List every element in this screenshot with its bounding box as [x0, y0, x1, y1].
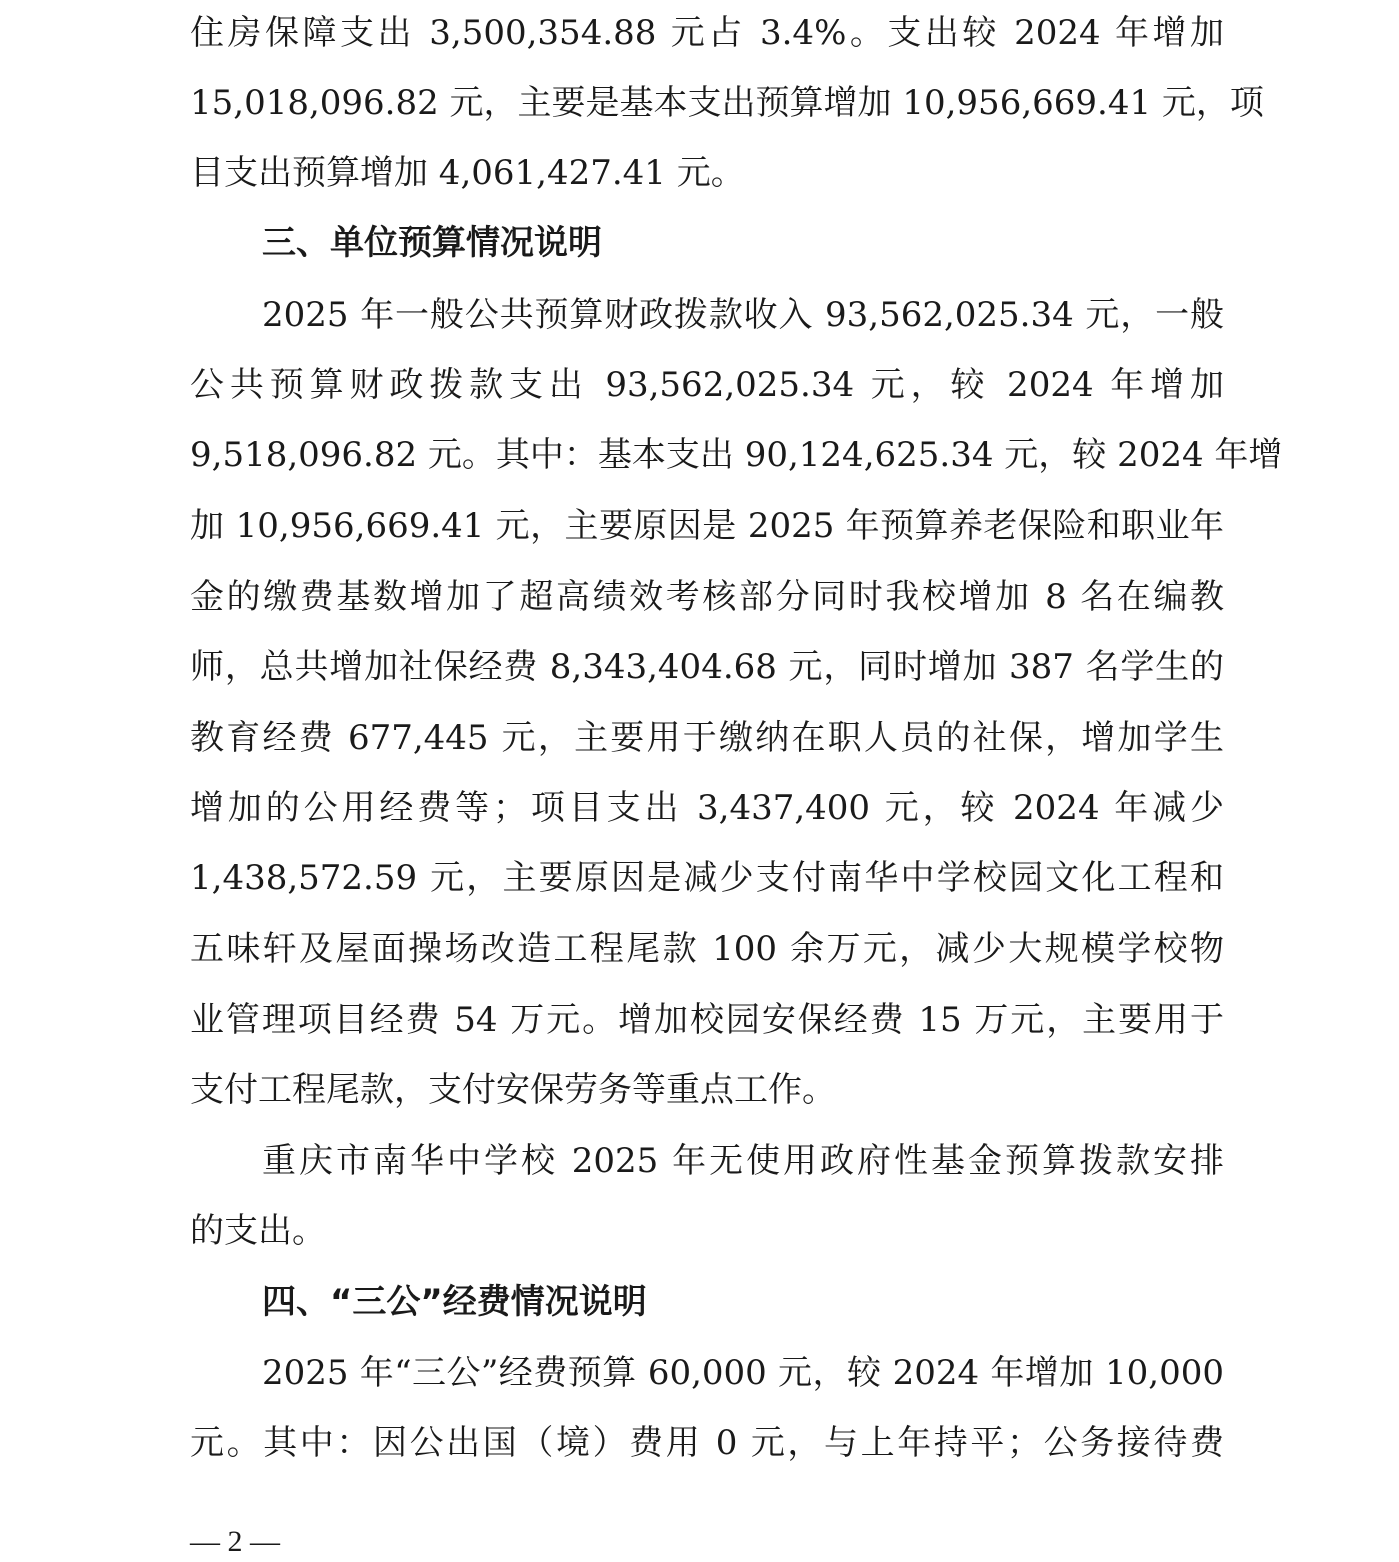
text-line: 的支出。 — [190, 1211, 326, 1251]
text-line: 9,518,096.82 元。其中：基本支出 90,124,625.34 元，较 2024 年增 — [190, 435, 1283, 475]
page-number: — 2 — — [190, 1525, 280, 1558]
text-line: 住房保障支出 3,500,354.88 元占 3.4%。支出较 2024 年增加 — [190, 13, 1224, 53]
text-line: 支付工程尾款，支付安保劳务等重点工作。 — [190, 1070, 836, 1110]
text-line: 公共预算财政拨款支出 93,562,025.34 元，较 2024 年增加 — [190, 365, 1224, 405]
text-line: 教育经费 677,445 元，主要用于缴纳在职人员的社保，增加学生 — [190, 718, 1224, 758]
text-line: 师，总共增加社保经费 8,343,404.68 元，同时增加 387 名学生的 — [190, 647, 1224, 687]
section-heading-3: 三、单位预算情况说明 — [262, 223, 602, 263]
text-line: 重庆市南华中学校 2025 年无使用政府性基金预算拨款安排 — [262, 1141, 1224, 1181]
text-line: 1,438,572.59 元，主要原因是减少支付南华中学校园文化工程和 — [190, 858, 1224, 898]
text-line: 五味轩及屋面操场改造工程尾款 100 余万元，减少大规模学校物 — [190, 929, 1224, 969]
section-heading-4: 四、“三公”经费情况说明 — [262, 1282, 647, 1322]
text-line: 金的缴费基数增加了超高绩效考核部分同时我校增加 8 名在编教 — [190, 577, 1224, 617]
text-line: 业管理项目经费 54 万元。增加校园安保经费 15 万元，主要用于 — [190, 1000, 1224, 1040]
text-line: 增加的公用经费等；项目支出 3,437,400 元，较 2024 年减少 — [190, 788, 1224, 828]
text-line: 目支出预算增加 4,061,427.41 元。 — [190, 153, 745, 193]
text-line: 元。其中：因公出国（境）费用 0 元，与上年持平；公务接待费 — [190, 1423, 1224, 1463]
text-line: 15,018,096.82 元，主要是基本支出预算增加 10,956,669.41 元，项 — [190, 83, 1264, 123]
text-line: 加 10,956,669.41 元，主要原因是 2025 年预算养老保险和职业年 — [190, 506, 1224, 546]
text-line: 2025 年“三公”经费预算 60,000 元，较 2024 年增加 10,000 — [262, 1353, 1224, 1393]
text-line: 2025 年一般公共预算财政拨款收入 93,562,025.34 元，一般 — [262, 295, 1224, 335]
